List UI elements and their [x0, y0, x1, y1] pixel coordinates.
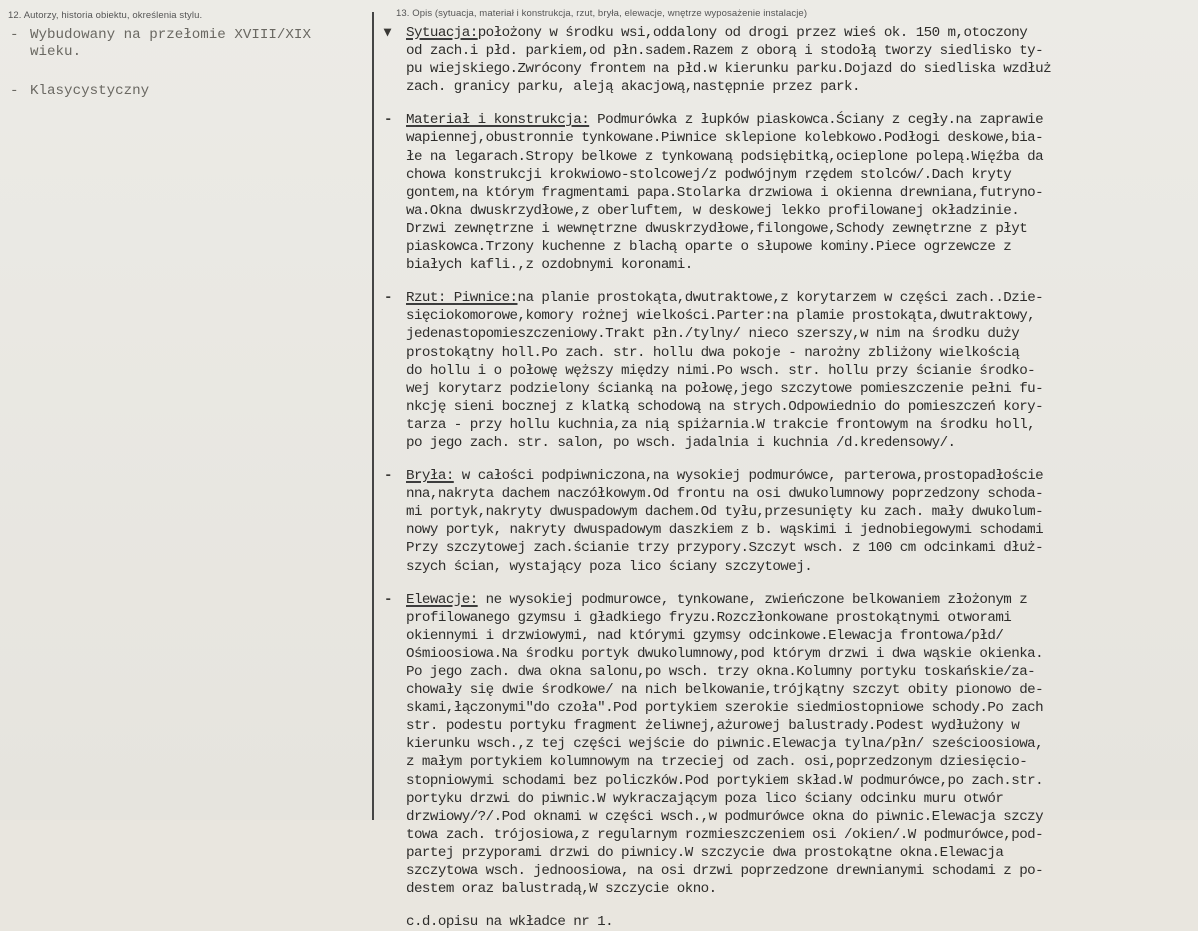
history-list — [8, 27, 368, 100]
section-bullet: - — [384, 468, 392, 485]
section-heading: Elewacje: — [406, 591, 478, 608]
item-dash: - — [10, 27, 19, 43]
item-dash: - — [10, 83, 19, 99]
section-text: na planie prostokąta,dwutraktowe,z korytarzem w części zach..Dzie- sięciokomorowe,komory rożnej wielkości.Parter:na plamie prostokąta,dwutraktowy, jedenastopomieszczeniowy.Trakt płn./tylny/ nieco szerszy,w nim na środku duży prostokątny holl.Po zach. str. hollu dwa pokoje - narożny zbliżony wielkością do hollu i o połowę węższy między nimi.Po wsch. str. hollu przy ścianie środko- wej korytarz podzielony ścianką na połowę,jego szczytowe pomieszczenie pełni fu- nkcję sieni bocznej z klatką schodową na strych.Odpowiednio do pomieszczeń kory- tarza - przy hollu kuchnia,za nią spiżarnia.W trakcie frontowym na środku holl, po jego zach. str. salon, po wsch. jadalnia i kuchnia /d.kredensowy/. — [406, 290, 1044, 451]
section-heading: Rzut: Piwnice: — [406, 290, 518, 307]
section-material — [384, 111, 1196, 274]
section-rzut — [384, 289, 1196, 452]
right-column — [384, 8, 1196, 931]
field-12-label: 12. Autorzy, historia obiektu, określenia stylu. — [8, 10, 203, 21]
item-text: Klasycystyczny — [30, 83, 150, 99]
section-bullet: ▾ — [384, 25, 391, 41]
section-bullet: - — [384, 591, 392, 608]
section-heading: Materiał i konstrukcja: — [406, 112, 590, 129]
style-item — [8, 83, 368, 100]
section-bryla — [384, 467, 1196, 576]
section-text: w całości podpiwniczona,na wysokiej podmurówce, parterowa,prostopadłoście nna,nakryta dachem naczółkowym.Od frontu na osi dwukolumnowy poprzedzony schoda- mi portyk,nakryty dwuspadowym dachem.Od tyłu,przesunięty ku zach. mały dwukolum- nowy portyk, nakryty dwuspadowym daszkiem z b. wąskimi i jednobiegowymi schodami Przy szczytowej zach.ścianie trzy przypory.Szczyt wsch. z 100 cm odcinkami dłuż- szych ścian, wystający poza lico ściany szczytowej. — [406, 468, 1044, 575]
section-heading: Bryła: — [406, 468, 454, 485]
section-bullet: - — [384, 290, 392, 307]
section-text: położony w środku wsi,oddalony od drogi przez wieś ok. 150 m,otoczony od zach.i płd. parkiem,od płn.sadem.Razem z oborą i stodołą tworzy siedlisko ty- pu wiejskiego.Zwrócony frontem na płd.w kierunku parku.Dojazd do siedliska wzdłuż zach. granicy parku, aleją akacjową,następnie przez park. — [406, 25, 1052, 96]
field-13-label: 13. Opis (sytuacja, materiał i konstrukcja, rzut, bryła, elewacje, wnętrze wyposażenie instalacje) — [396, 8, 808, 19]
section-heading: Sytuacja: — [406, 25, 478, 41]
section-text: ne wysokiej podmurowce, tynkowane, zwieńczone belkowaniem złożonym z profilowanego gzymsu i gładkiego fryzu.Rozczłonkowane prostokątnymi otworami okiennymi i drzwiowymi, nad którymi gzymsy odcinkowe.Elewacja frontowa/płd/ Ośmioosiowa.Na środku portyk dwukolumnowy,pod którym drzwi i dwa wąskie okienka. Po jego zach. dwa okna salonu,po wsch. trzy okna.Kolumny portyku toskańskie/za- chowały się dwie środkowe/ na nich belkowanie,trójkątny szczyt obity pionowo de- skami,łączonymi"do czoła".Pod portykiem szerokie siedmiostopniowe schody.Po zach str. podestu portyku fragment żeliwnej,ażurowej balustrady.Podest wydłużony w kierunku wsch.,z tej części wejście do piwnic.Elewacja tylna/płn/ sześcioosiowa, z małym portykiem kolumnowym na trzeciej od zach. osi,poprzedzonym dziesięcio- stopniowymi schodami bez policzków.Pod portykiem skład.W podmurówce,po zach.str. portyku drzwi do piwnic.W wykraczającym poza lico ściany odcinku muru otwór drzwiowy/?/.Pod oknami w części wsch.,w podmurówce okna do piwnic.Elewacja szczy towa zach. trójosiowa,z regularnym rozmieszczeniem osi /okien/.W podmurówce,pod- partej przyporami drzwi do piwnicy.W szczycie dwa prostokątne okna.Elewacja szczytowa wsch. jednoosiowa, na osi drzwi poprzedzone drewnianymi schodami z po- destem oraz balustradą,W szczycie okno. — [406, 591, 1044, 898]
section-sytuacja — [384, 24, 1196, 96]
description-sections — [384, 24, 1196, 898]
section-bullet: - — [384, 112, 392, 129]
section-elewacje — [384, 591, 1196, 899]
left-column — [8, 10, 368, 122]
section-text: Podmurówka z łupków piaskowca.Ściany z cegły.na zaprawie wapiennej,obustronnie tynkowane.Piwnice sklepione kolebkowo.Podłogi deskowe,bia- łe na legarach.Stropy belkowe z tynkowaną podsiębitką,ocieplone polepą.Więźba da chowa konstrukcji krokwiowo-stolcowej/z podwójnym rzędem stolców/.Dach kryty gontem,na którym fragmentami papa.Stolarka drzwiowa i okienna drewniana,futryno- wa.Okna dwuskrzydłowe,z oberluftem, w deskowej lekko profilowanej okładzinie. Drzwi zewnętrzne i wewnętrzne dwuskrzydłowe,filongowe,Schody zewnętrzne z płyt piaskowca.Trzony kuchenne z blachą oparte o słupowe kominy.Piece ogrzewcze z białych kafli.,z ozdobnymi koronami. — [406, 112, 1044, 274]
continuation-note: c.d.opisu na wkładce nr 1. — [406, 914, 614, 931]
column-divider — [372, 12, 374, 820]
item-text: Wybudowany na przełomie XVIII/XIX wieku. — [30, 27, 311, 60]
history-item — [8, 27, 368, 61]
